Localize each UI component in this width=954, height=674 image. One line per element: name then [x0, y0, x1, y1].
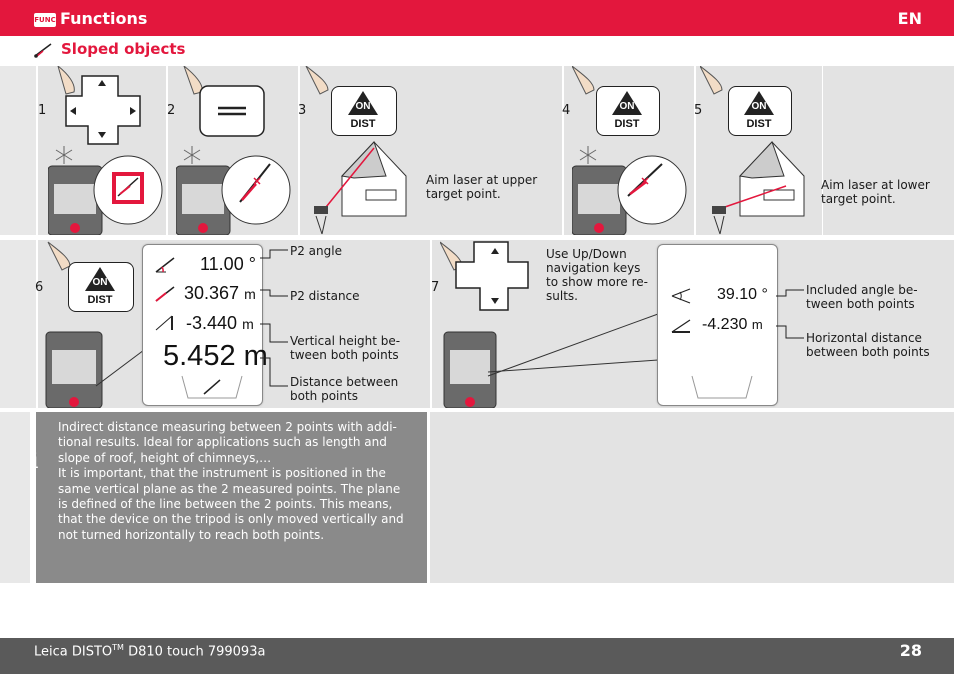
dist-key-label-step4: DIST — [614, 118, 640, 130]
step6-connectors — [258, 244, 292, 404]
dist-key-label: DIST — [350, 118, 376, 130]
included-angle-icon — [670, 288, 692, 304]
on-key-label-step5: ON — [751, 101, 767, 112]
horizontal-distance-value: -4.230 m — [702, 316, 763, 333]
caption-use-updown: Use Up/Down navigation keys to show more re-sults. — [546, 247, 648, 303]
p2-angle-icon — [154, 256, 176, 274]
page-number: 28 — [899, 641, 922, 660]
step1-illustration — [48, 66, 164, 235]
footer-product: Leica DISTO™ D810 touch 799093a — [34, 643, 266, 660]
step-number-7: 7 — [431, 280, 440, 295]
vertical-height-value: -3.440 m — [186, 313, 254, 333]
main-distance-value: 5.452 m — [163, 340, 268, 372]
on-key-label-step6: ON — [92, 277, 108, 288]
screen6-mode-icon — [180, 374, 244, 400]
included-angle-value: 39.10 ° — [717, 286, 768, 303]
horizontal-distance-icon — [670, 318, 692, 334]
step2-illustration — [176, 66, 294, 235]
label-included-angle: Included angle be-tween both points — [806, 283, 918, 311]
screen7-mode-icon — [690, 374, 754, 400]
label-p2-angle: P2 angle — [290, 244, 342, 258]
info-paragraph-2: It is important, that the instrument is positioned in the same vertical plane as the 2 measured points. The plane is defined of the line between the 2 points. This means, that the device on the tripod is only moved vertically and not turned horizontally to reach both points. — [58, 466, 404, 542]
step7-connectors — [774, 280, 808, 360]
p2-distance-value: 30.367 m — [184, 283, 256, 303]
step-number-6: 6 — [35, 280, 44, 295]
caption-aim-upper: Aim laser at upper target point. — [426, 173, 538, 201]
info-paragraph-1: Indirect distance measuring between 2 points with addi-tional results. Ideal for applications such as length and slope of roof, height of chimneys,… — [58, 420, 397, 465]
dist-key-label-step6: DIST — [87, 294, 113, 306]
info-side-panel — [430, 412, 954, 583]
label-horizontal-distance: Horizontal distance between both points — [806, 331, 930, 359]
row1-margin — [0, 66, 36, 235]
info-icon: i — [30, 448, 39, 474]
sloped-object-icon — [33, 42, 53, 58]
on-key-label-step4: ON — [619, 101, 635, 112]
step5-caption-panel — [822, 66, 954, 235]
step-number-4: 4 — [562, 103, 571, 118]
info-margin — [0, 412, 30, 583]
func-badge-icon: FUNC — [34, 13, 56, 27]
vertical-height-icon — [154, 314, 176, 332]
page-title: Functions — [60, 9, 148, 28]
label-p2-distance: P2 distance — [290, 289, 360, 303]
language-badge: EN — [897, 9, 922, 28]
step-number-1: 1 — [38, 103, 47, 118]
label-vertical-height: Vertical height be-tween both points — [290, 334, 401, 362]
dist-key-label-step5: DIST — [746, 118, 772, 130]
step-number-3: 3 — [298, 103, 307, 118]
info-text — [58, 420, 410, 543]
section-subtitle: Sloped objects — [61, 40, 186, 58]
caption-aim-lower: Aim laser at lower target point. — [821, 178, 930, 206]
on-key-label: ON — [355, 101, 371, 112]
p2-angle-value: 11.00 ° — [200, 254, 256, 274]
step-number-2: 2 — [167, 103, 176, 118]
p2-distance-icon — [154, 285, 176, 303]
label-distance-between: Distance between both points — [290, 375, 399, 403]
step-number-5: 5 — [694, 103, 703, 118]
row2-margin — [0, 240, 36, 408]
